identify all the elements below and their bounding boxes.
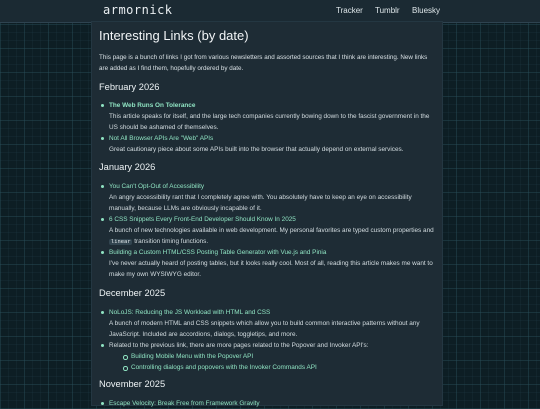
article-link[interactable]: Not All Browser APIs Are "Web" APIs (109, 135, 214, 142)
nav-link-tumblr[interactable]: Tumblr (375, 6, 400, 15)
article-link[interactable]: Controlling dialogs and popovers with the Invoker Commands API (131, 364, 317, 371)
nav-link-tracker[interactable]: Tracker (336, 6, 363, 15)
list-item (109, 247, 439, 280)
description-text: transition timing functions. (134, 238, 209, 245)
bullet-icon (101, 251, 104, 254)
article-description: This article speaks for itself, and the large tech companies currently bowing down to the fascist government in the US should be ashamed of themselves. (109, 113, 430, 131)
section-heading-december-2025: December 2025 (99, 288, 166, 298)
page-title: Interesting Links (by date) (99, 28, 249, 43)
list-item (109, 307, 439, 340)
article-description: I've never actually heard of posting tables, but it looks really cool. Most of all, reading this article makes me want to make my own WYSIWYG editor. (109, 260, 433, 278)
list-item (109, 133, 439, 155)
top-navigation-bar (0, 0, 540, 23)
bullet-icon (101, 137, 104, 140)
sub-list-item (131, 351, 431, 362)
bullet-icon (101, 104, 104, 107)
article-description (109, 225, 439, 248)
article-link[interactable]: You Can't Opt-Out of Accessibility (109, 183, 205, 190)
article-link[interactable]: NoLoJS: Reducing the JS Workload with HTML and CSS (109, 309, 271, 316)
hollow-bullet-icon (123, 366, 128, 371)
article-link[interactable]: Building a Custom HTML/CSS Posting Table Generator with Vue.js and Pinia (109, 249, 327, 256)
article-link[interactable]: Building Mobile Menu with the Popover API (131, 353, 254, 360)
article-description: Related to the previous link, there are more pages related to the Popover and Invoker API's: (109, 342, 369, 349)
site-brand[interactable]: armornick (103, 3, 173, 17)
list-item (109, 181, 439, 214)
list-item (109, 398, 439, 409)
list-item (109, 340, 439, 351)
bullet-icon (101, 344, 104, 347)
article-link[interactable]: The Web Runs On Tolerance (109, 102, 196, 109)
bullet-icon (101, 311, 104, 314)
list-item (109, 100, 439, 133)
article-link[interactable]: 6 CSS Snippets Every Front-End Developer Should Know In 2025 (109, 216, 296, 223)
sub-list-item (131, 362, 431, 373)
bullet-icon (101, 185, 104, 188)
description-text: A bunch of new technologies available in web development. My personal favorites are typed custom properties and (109, 227, 434, 234)
intro-text: This page is a bunch of links I got from various newsletters and assorted sources that I think are interesting. New links are added as I find them, hopefully ordered by date. (99, 54, 428, 72)
nav-link-bluesky[interactable]: Bluesky (412, 6, 441, 15)
bullet-icon (101, 218, 104, 221)
hollow-bullet-icon (123, 355, 128, 360)
list-item (109, 214, 439, 248)
inline-code: linear (111, 239, 131, 245)
article-description: An angry accessibility rant that I completely agree with. You absolutely have to keep an eye on accessibility manually, because LLMs are obviously incapable of it. (109, 194, 412, 212)
section-heading-november-2025: November 2025 (99, 379, 166, 389)
section-heading-january-2026: January 2026 (99, 162, 156, 172)
section-heading-february-2026: February 2026 (99, 82, 160, 92)
article-link[interactable]: Escape Velocity: Break Free from Framework Gravity (109, 400, 260, 407)
article-description: Great cautionary piece about some APIs built into the browser that actually depend on external services. (109, 146, 404, 153)
article-description: A bunch of modern HTML and CSS snippets which allow you to build common interactive patterns without any JavaScript. Included are accordions, dialogs, toggletips, and more. (109, 320, 420, 338)
